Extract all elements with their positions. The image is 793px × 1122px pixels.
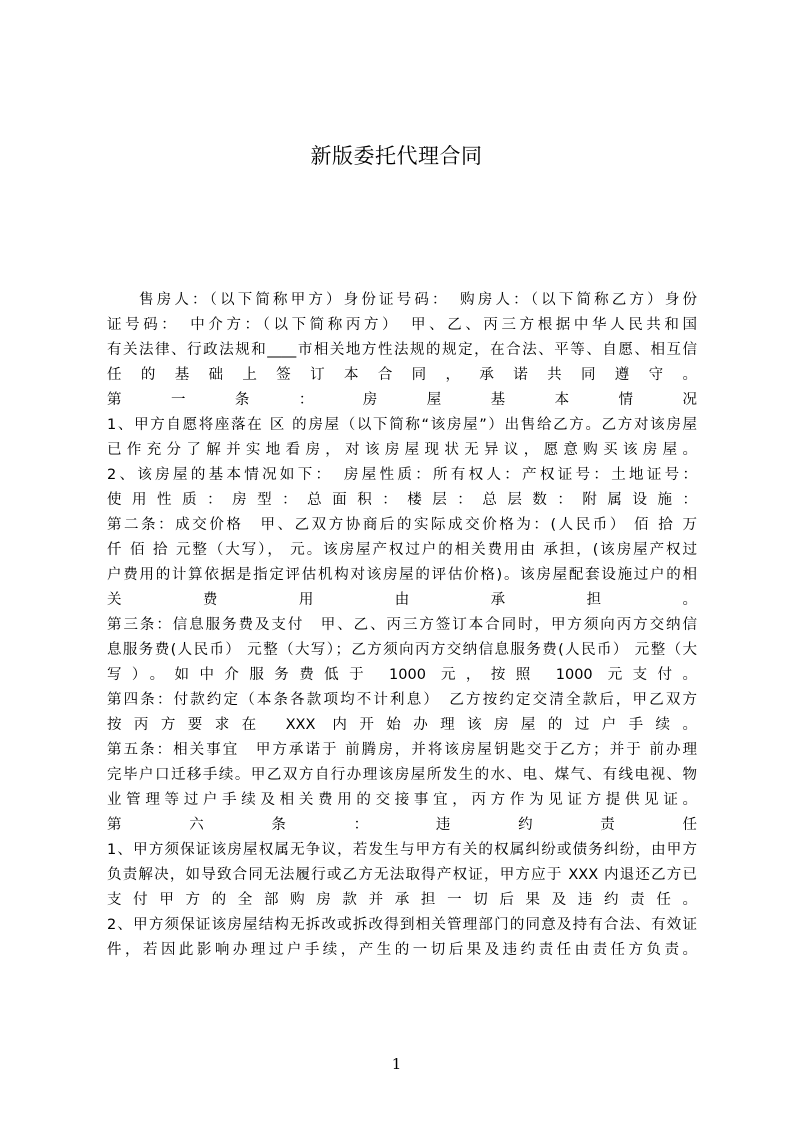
text-line: 任的基础上签订本合同，承诺共同遵守。 <box>107 367 697 383</box>
text-line: 业管理等过户手续及相关费用的交接事宜，丙方作为见证方提供见证。 <box>107 792 697 808</box>
section-heading-4: 第四条：付款约定（本条各款项均不计利息） 乙方按约定交清全款后，甲乙双方 <box>107 692 697 708</box>
contract-body <box>107 288 697 963</box>
text-line: 1、甲方须保证该房屋权属无争议，若发生与甲方有关的权属纠纷或债务纠纷，由甲方 <box>107 842 697 858</box>
text-line: 仟 佰 拾 元整（大写）， 元。该房屋产权过户的相关费用由 承担，(该房屋产权过 <box>107 542 697 558</box>
text-line: 写）。如中介服务费低于 1000 元，按照 1000 元支付。 <box>107 667 697 683</box>
section-heading-6: 第六条：违约责任 <box>107 817 697 833</box>
text-line: 支付甲方的全部购房款并承担一切后果及违约责任。 <box>107 892 697 908</box>
text-line: 负责解决，如导致合同无法履行或乙方无法取得产权证，甲方应于 XXX 内退还乙方已 <box>107 867 697 883</box>
text-line: 2、该房屋的基本情况如下： 房屋性质：所有权人：产权证号：土地证号： <box>107 467 697 483</box>
text-line: 件，若因此影响办理过户手续，产生的一切后果及违约责任由责任方负责。 <box>107 942 697 958</box>
text-line: 息服务费(人民币） 元整（大写）；乙方须向丙方交纳信息服务费(人民币） 元整（大 <box>107 642 697 658</box>
text-line: 1、甲方自愿将座落在 区 的房屋（以下简称“该房屋”）出售给乙方。乙方对该房屋 <box>107 417 697 433</box>
section-heading-1: 第一条：房屋基本情况 <box>107 392 697 408</box>
text-line: 完毕户口迁移手续。甲乙双方自行办理该房屋所发生的水、电、煤气、有线电视、物 <box>107 767 697 783</box>
document-title: 新版委托代理合同 <box>310 144 483 168</box>
text-line: 按丙方要求在 XXX 内开始办理该房屋的过户手续。 <box>107 717 697 733</box>
text-line: 售房人：（以下简称甲方）身份证号码： 购房人：（以下简称乙方）身份 <box>139 292 697 308</box>
text-line: 户费用的计算依据是指定评估机构对该房屋的评估价格)。该房屋配套设施过户的相 <box>107 567 697 583</box>
section-heading-3: 第三条：信息服务费及支付 甲、乙、丙三方签订本合同时，甲方须向丙方交纳信 <box>107 617 697 633</box>
section-heading-5: 第五条：相关事宜 甲方承诺于 前腾房，并将该房屋钥匙交于乙方；并于 前办理 <box>107 742 697 758</box>
text-line: 已作充分了解并实地看房，对该房屋现状无异议，愿意购买该房屋。 <box>107 442 697 458</box>
text-line: 使用性质：房型：总面积：楼层：总层数：附属设施： <box>107 492 697 508</box>
text-line: 关费用由承担。 <box>107 592 697 608</box>
text-line: 证号码： 中介方：（以下简称丙方） 甲、乙、丙三方根据中华人民共和国 <box>107 317 697 333</box>
section-heading-2: 第二条：成交价格 甲、乙双方协商后的实际成交价格为：(人民币） 佰 拾 万 <box>107 517 697 533</box>
page-number: 1 <box>391 1055 402 1073</box>
text-line: 有关法律、行政法规和____市相关地方性法规的规定，在合法、平等、自愿、相互信 <box>107 342 697 358</box>
text-line: 2、甲方须保证该房屋结构无拆改或拆改得到相关管理部门的同意及持有合法、有效证 <box>107 917 697 933</box>
